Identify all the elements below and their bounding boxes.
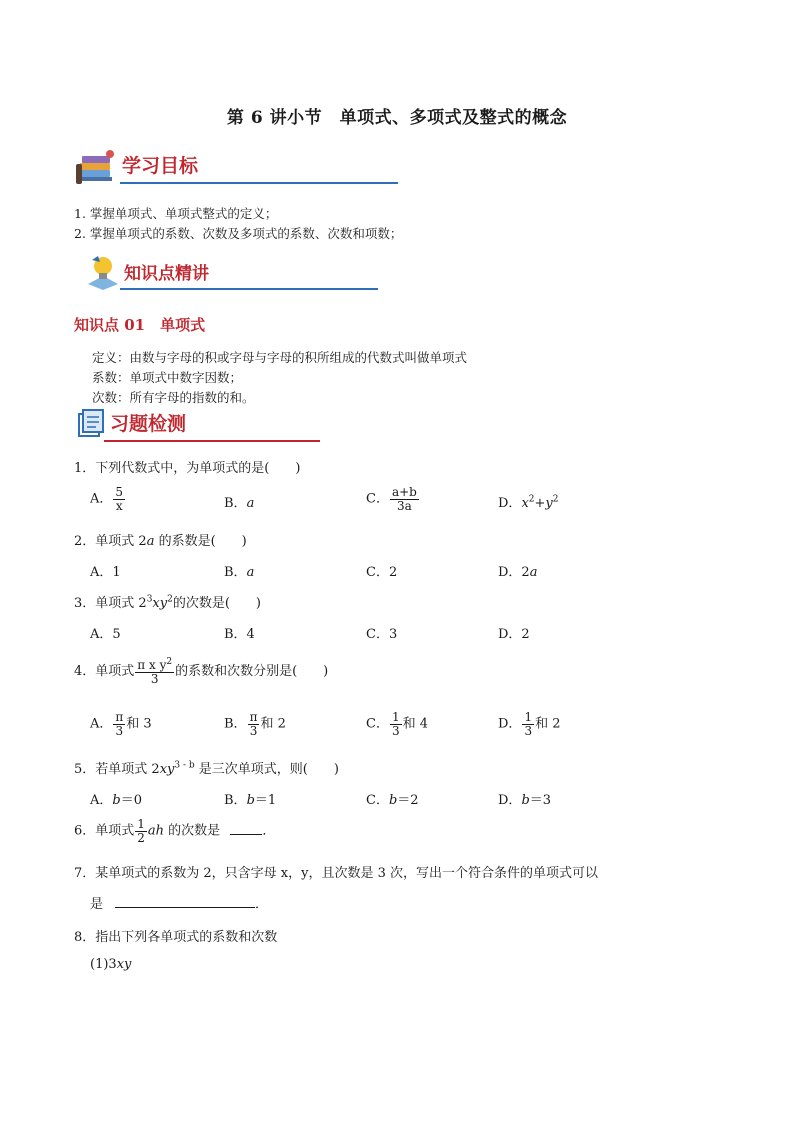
question-6-answer-blank[interactable]: [230, 834, 262, 835]
question-3-option-c: C．3: [366, 627, 398, 642]
question-1-option-c: C． $\frac{a+b}{3a}$: [366, 485, 417, 513]
section-knowledge-rule: [120, 288, 378, 290]
question-2-option-c: C．2: [366, 565, 398, 580]
section-exercises-label: 习题检测: [110, 413, 187, 435]
question-5-option-b: B．b＝1: [224, 793, 277, 808]
question-1-option-a: A． $\frac{5}{x}$: [90, 485, 124, 513]
question-7-line-2: 是 ．: [90, 897, 269, 912]
section-knowledge-header: [86, 254, 209, 290]
books-icon: [74, 148, 118, 186]
question-7-line-1: 7．某单项式的系数为 2，只含字母 x，y，且次数是 3 次，写出一个符合条件的单项式可以: [74, 866, 599, 881]
section-objectives-header: [74, 148, 198, 186]
objective-1: 1. 掌握单项式、单项式整式的定义；: [74, 206, 278, 221]
question-4-stem: 4．单项式 $\frac{\pi x y^2}{3}$ 的系数和次数分别是( ): [74, 657, 329, 686]
kp-definition: 定义：由数与字母的积或字母与字母的积所组成的代数式叫做单项式: [92, 350, 468, 365]
knowledge-point-title: 知识点 01 单项式: [74, 316, 206, 334]
question-4-option-a: A． $\frac{\pi}{3}$ 和 3: [90, 710, 152, 738]
question-4-option-d: D． $\frac{1}{3}$ 和 2: [498, 710, 561, 738]
lightbulb-icon: [86, 254, 120, 290]
question-8-item-1: (1)3xy: [90, 957, 132, 972]
question-2-stem: 2．单项式 2a 的系数是( ): [74, 534, 247, 549]
question-1-option-d: D．$x^2+y^2$: [498, 494, 559, 511]
question-6-stem: 6．单项式 $\frac{1}{2}$ ah 的次数是 ．: [74, 817, 276, 845]
question-1-stem: 1．下列代数式中，为单项式的是( ): [74, 461, 301, 476]
section-exercises-header: [76, 408, 186, 438]
question-8-stem: 8．指出下列各单项式的系数和次数: [74, 930, 278, 945]
question-3-option-a: A．5: [90, 627, 121, 642]
page-title: 第 6 讲小节 单项式、多项式及整式的概念: [226, 108, 568, 128]
objective-2: 2. 掌握单项式的系数、次数及多项式的系数、次数和项数；: [74, 226, 403, 241]
section-knowledge-label: 知识点精讲: [124, 264, 209, 284]
question-2-option-a: A．1: [90, 565, 121, 580]
section-objectives-rule: [120, 182, 398, 184]
question-5-option-a: A．b＝0: [90, 793, 142, 808]
question-5-option-d: D．b＝3: [498, 793, 552, 808]
question-5-option-c: C．b＝2: [366, 793, 419, 808]
question-3-stem: 3．单项式 $2^3xy^2$的次数是( ): [74, 594, 262, 611]
question-2-option-d: D．2a: [498, 565, 538, 580]
question-5-stem: 5．若单项式 $2xy^{3 - b}$ 是三次单项式，则( ): [74, 760, 339, 777]
section-objectives-label: 学习目标: [122, 155, 199, 177]
question-3-option-d: D．2: [498, 627, 530, 642]
question-4-option-b: B． $\frac{\pi}{3}$ 和 2: [224, 710, 286, 738]
question-4-option-c: C． $\frac{1}{3}$ 和 4: [366, 710, 428, 738]
kp-degree: 次数：所有字母的指数的和。: [92, 390, 255, 405]
question-7-answer-blank[interactable]: [115, 907, 255, 908]
question-3-option-b: B．4: [224, 627, 255, 642]
kp-coefficient: 系数：单项式中数字因数；: [92, 370, 243, 385]
question-2-option-b: B．a: [224, 565, 255, 580]
worksheet-icon: [76, 408, 106, 438]
section-exercises-rule: [104, 440, 320, 442]
question-1-option-b: B．a: [224, 496, 255, 511]
